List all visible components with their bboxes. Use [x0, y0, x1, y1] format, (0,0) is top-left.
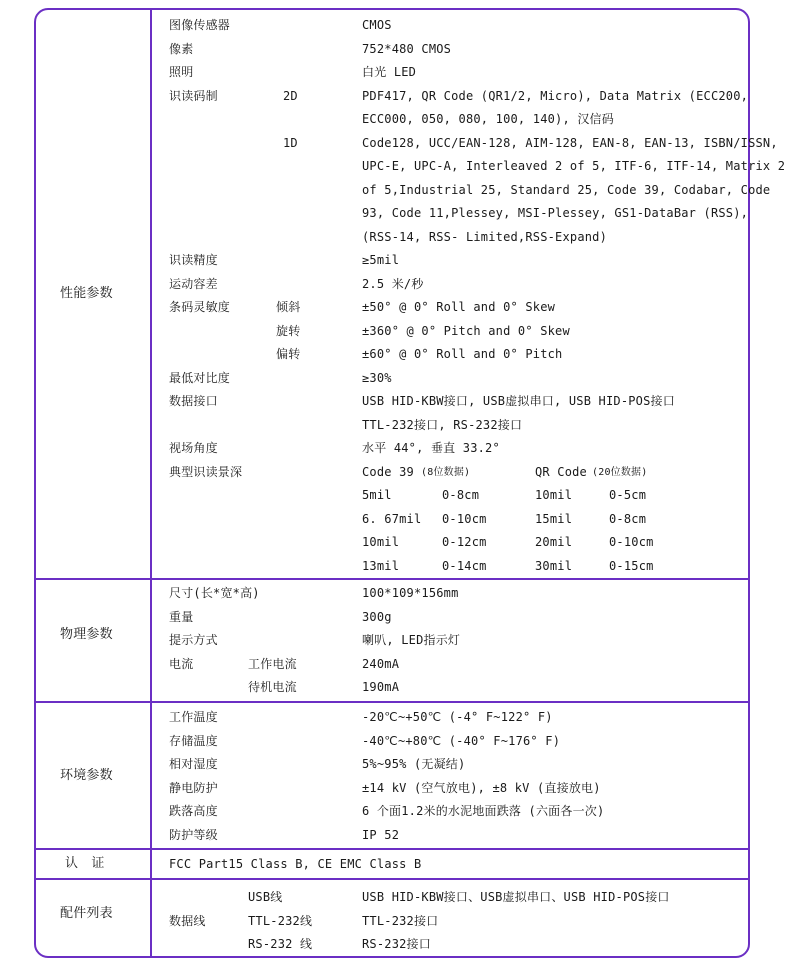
spec-label: 像素	[169, 42, 194, 56]
spec-value: CMOS	[362, 18, 392, 32]
spec-value: ±60° @ 0° Roll and 0° Pitch	[362, 347, 563, 361]
depth-cell: 0-12cm	[442, 535, 487, 549]
spec-sublabel: USB线	[248, 890, 283, 904]
spec-label: 数据接口	[169, 394, 218, 408]
spec-label: 识读精度	[169, 253, 218, 267]
spec-value: -20℃~+50℃ (-4° F~122° F)	[362, 710, 553, 724]
spec-label: 运动容差	[169, 277, 218, 291]
spec-value: 240mA	[362, 657, 400, 671]
depth-cell: 30mil	[535, 559, 573, 573]
depth-code39-note: (8位数据)	[421, 467, 471, 478]
depth-cell: 10mil	[362, 535, 400, 549]
spec-value: 喇叭, LED指示灯	[362, 633, 461, 647]
spec-value: USB HID-KBW接口、USB虚拟串口、USB HID-POS接口	[362, 890, 670, 904]
depth-code39-title: Code 39	[362, 465, 414, 479]
spec-label: 条码灵敏度	[169, 300, 231, 314]
spec-value: USB HID-KBW接口, USB虚拟串口, USB HID-POS接口	[362, 394, 675, 408]
spec-label: 视场角度	[169, 441, 218, 455]
spec-label: 照明	[169, 65, 194, 79]
spec-label: 防护等级	[169, 828, 218, 842]
depth-cell: 5mil	[362, 488, 392, 502]
depth-cell: 13mil	[362, 559, 400, 573]
section-divider	[35, 578, 749, 580]
section-divider	[35, 848, 749, 850]
depth-cell: 6. 67mil	[362, 512, 422, 526]
spec-label: 相对湿度	[169, 757, 218, 771]
spec-label: 存储温度	[169, 734, 218, 748]
spec-label: 跌落高度	[169, 804, 218, 818]
spec-sublabel: 2D	[283, 89, 298, 103]
spec-value: IP 52	[362, 828, 400, 842]
spec-value: -40℃~+80℃ (-40° F~176° F)	[362, 734, 561, 748]
spec-value: PDF417, QR Code (QR1/2, Micro), Data Matrix (ECC200,	[362, 89, 749, 103]
spec-value: 2.5 米/秒	[362, 277, 424, 291]
spec-label: 工作温度	[169, 710, 218, 724]
spec-sublabel: 旋转	[276, 324, 301, 338]
section-label-certification: 认 证	[65, 856, 105, 871]
spec-value: RS-232接口	[362, 937, 431, 951]
spec-value: Code128, UCC/EAN-128, AIM-128, EAN-8, EAN-13, ISBN/ISSN,	[362, 136, 778, 150]
spec-value: ±14 kV (空气放电), ±8 kV (直接放电)	[362, 781, 601, 795]
section-divider	[35, 878, 749, 880]
spec-value: ≥5mil	[362, 253, 400, 267]
spec-value: ±360° @ 0° Pitch and 0° Skew	[362, 324, 570, 338]
depth-cell: 0-15cm	[609, 559, 654, 573]
depth-cell: 0-5cm	[609, 488, 647, 502]
certification-value: FCC Part15 Class B, CE EMC Class B	[169, 857, 422, 871]
depth-qr-title: QR Code	[535, 465, 587, 479]
spec-value: 93, Code 11,Plessey, MSI-Plessey, GS1-DataBar (RSS),	[362, 206, 749, 220]
depth-cell: 0-8cm	[609, 512, 647, 526]
section-label-performance: 性能参数	[60, 286, 113, 301]
spec-value: 6 个面1.2米的水泥地面跌落 (六面各一次)	[362, 804, 605, 818]
spec-value: ≥30%	[362, 371, 392, 385]
depth-cell: 10mil	[535, 488, 573, 502]
section-label-physical: 物理参数	[60, 627, 113, 642]
spec-label: 识读码制	[169, 89, 218, 103]
depth-cell: 0-8cm	[442, 488, 480, 502]
spec-value: ECC000, 050, 080, 100, 140), 汉信码	[362, 112, 614, 126]
spec-value: UPC-E, UPC-A, Interleaved 2 of 5, ITF-6, ITF-14, Matrix 2	[362, 159, 786, 173]
depth-cell: 15mil	[535, 512, 573, 526]
spec-label: 尺寸(长*宽*高)	[169, 586, 260, 600]
spec-value: 752*480 CMOS	[362, 42, 452, 56]
section-divider	[35, 701, 749, 703]
depth-qr-note: (20位数据)	[592, 467, 648, 478]
spec-value: (RSS-14, RSS- Limited,RSS-Expand)	[362, 230, 608, 244]
spec-value: TTL-232接口, RS-232接口	[362, 418, 523, 432]
spec-value: ±50° @ 0° Roll and 0° Skew	[362, 300, 556, 314]
spec-label: 提示方式	[169, 633, 218, 647]
spec-label: 电流	[169, 657, 194, 671]
section-label-accessories: 配件列表	[60, 906, 113, 921]
spec-value: 100*109*156mm	[362, 586, 459, 600]
spec-sublabel: 工作电流	[248, 657, 297, 671]
spec-value: of 5,Industrial 25, Standard 25, Code 39, Codabar, Code	[362, 183, 771, 197]
spec-sublabel: 倾斜	[276, 300, 301, 314]
spec-sublabel: 待机电流	[248, 680, 297, 694]
spec-sublabel: 偏转	[276, 347, 301, 361]
spec-label: 图像传感器	[169, 18, 231, 32]
spec-label: 重量	[169, 610, 194, 624]
depth-cell: 0-10cm	[442, 512, 487, 526]
spec-label: 数据线	[169, 914, 206, 928]
spec-value: 300g	[362, 610, 392, 624]
spec-sublabel: TTL-232线	[248, 914, 313, 928]
spec-label: 典型识读景深	[169, 465, 243, 479]
category-column-divider	[150, 9, 152, 957]
depth-cell: 0-10cm	[609, 535, 654, 549]
spec-value: TTL-232接口	[362, 914, 439, 928]
spec-value: 5%~95% (无凝结)	[362, 757, 466, 771]
section-label-environment: 环境参数	[60, 768, 113, 783]
depth-cell: 0-14cm	[442, 559, 487, 573]
spec-value: 190mA	[362, 680, 400, 694]
depth-cell: 20mil	[535, 535, 573, 549]
spec-label: 静电防护	[169, 781, 218, 795]
spec-sublabel: 1D	[283, 136, 298, 150]
spec-value: 水平 44°, 垂直 33.2°	[362, 441, 500, 455]
spec-value: 白光 LED	[362, 65, 417, 79]
spec-sublabel: RS-232 线	[248, 937, 313, 951]
spec-label: 最低对比度	[169, 371, 231, 385]
